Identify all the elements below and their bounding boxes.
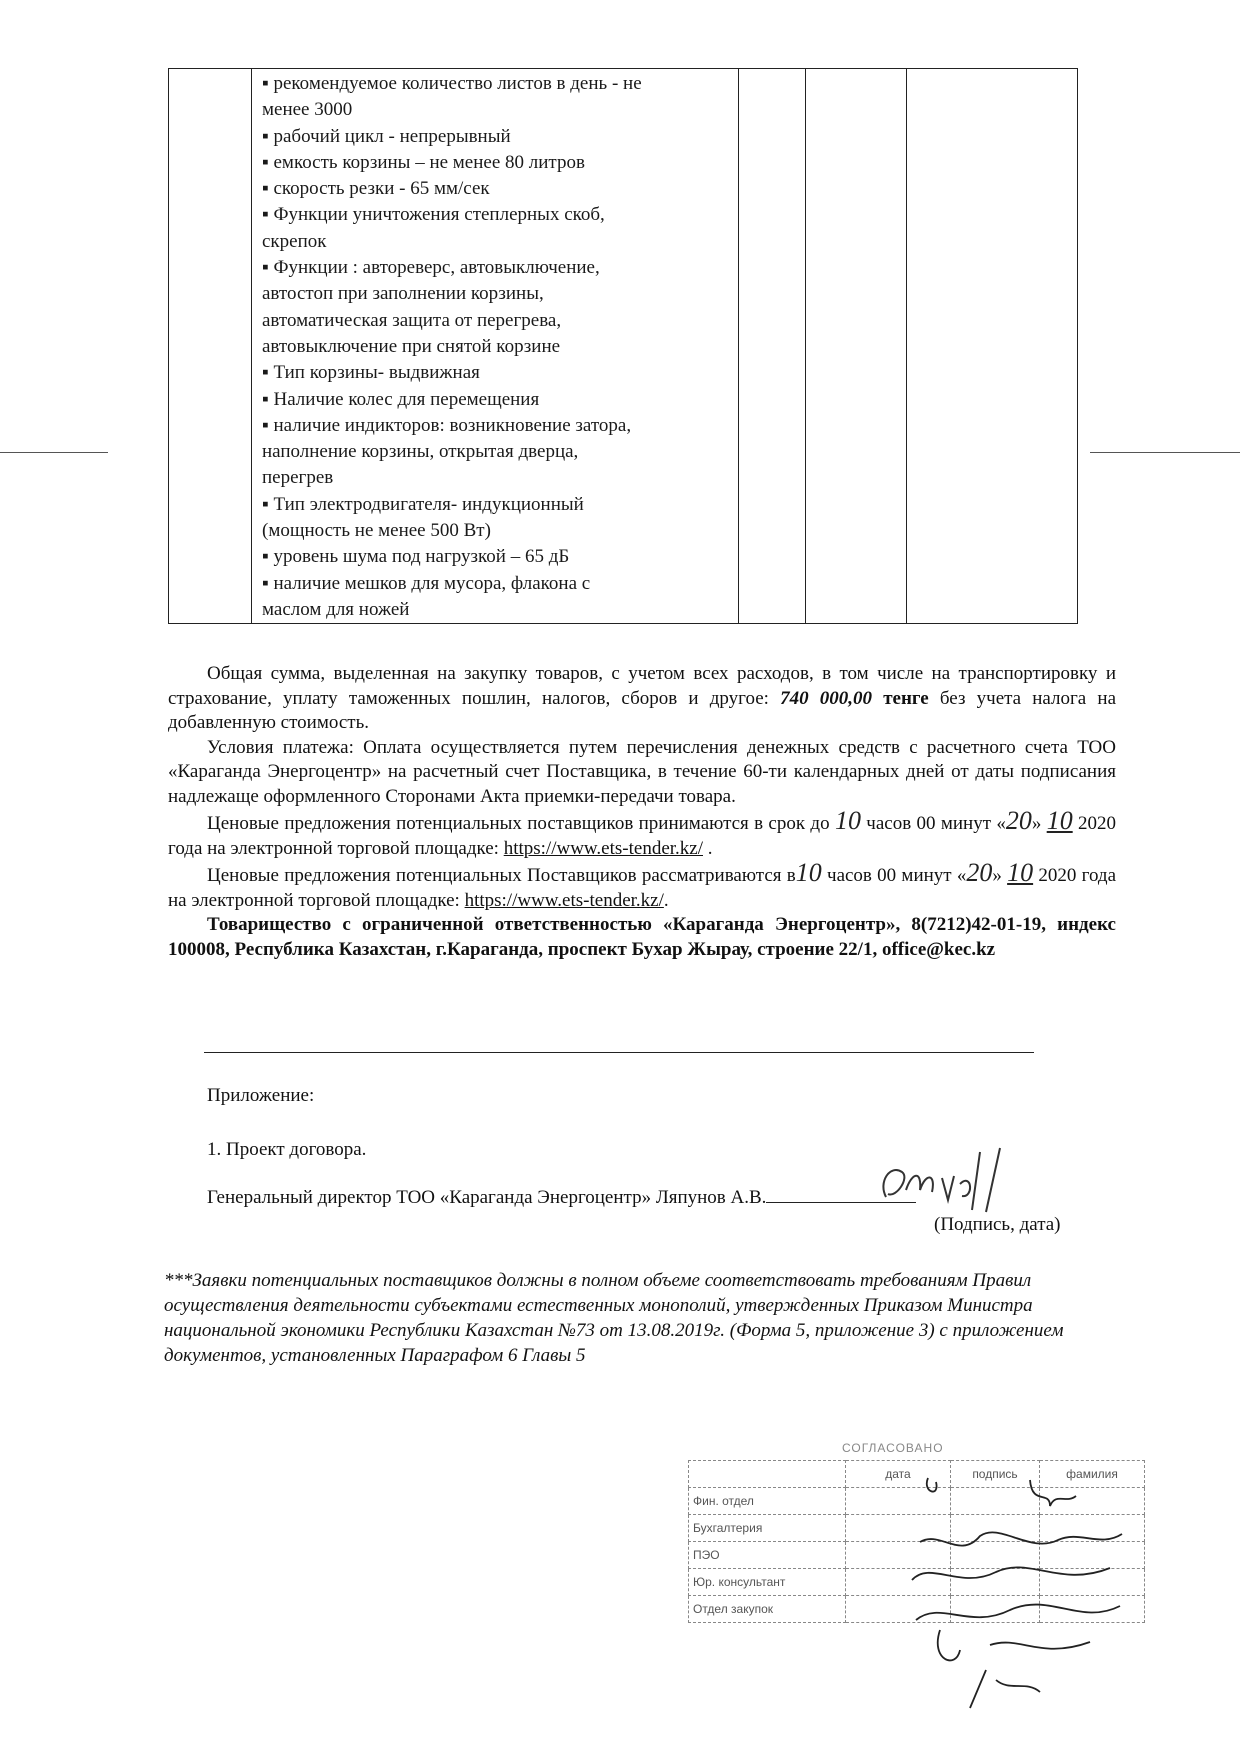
spec-line: ▪ емкость корзины – не менее 80 литров [262,151,585,173]
signature-caption: (Подпись, дата) [934,1214,1061,1235]
spec-line: ▪ наличие индикторов: возникновение затора, [262,414,632,436]
spec-line: ▪ рекомендуемое количество листов в день - не [262,73,642,94]
deadline2-end: . [663,889,669,911]
spec-line: ▪ уровень шума под нагрузкой – 65 дБ [262,546,570,568]
spec-table [168,68,1078,624]
spec-line: автоматическая защита от перегрева, [262,309,562,331]
spec-line: ▪ Функции уничтожения степлерных скоб, [262,204,605,226]
approval-row-label: Фин. отдел [689,1488,846,1515]
spec-line: ▪ скорость резки - 65 мм/сек [262,178,490,200]
spec-col-num [169,69,252,624]
approval-header-date: дата [846,1461,951,1488]
company-paragraph [168,913,1116,962]
deadline1-url[interactable]: https://www.ets-tender.kz/ [503,837,703,859]
spec-line: автостоп при заполнении корзины, [262,283,544,305]
approval-signatures-scribble [900,1470,1140,1720]
payment-text: Условия платежа: Оплата осуществляется путем перечисления денежных средств с расчетного счета ТОО «Караганда Энергоцентр» на расчетный счет Поставщика, в течение 60-ти календарных дней от даты подписания надлежаще оформленного Сторонами Акта приемки-передачи товара. [168,736,1116,807]
spec-line: ▪ наличие мешков для мусора, флакона с [262,572,591,594]
spec-line: наполнение корзины, открытая дверца, [262,441,579,463]
main-text [168,662,1116,962]
spec-col-description [252,69,739,624]
approval-row-label: Отдел закупок [689,1596,846,1623]
deadline1-month-handwritten: 10 [1046,806,1073,835]
spec-col-price [907,69,1078,624]
total-currency: тенге [883,687,929,709]
deadline1-mid1: часов 00 минут « [860,813,1006,834]
deadline1-mid2: » [1031,813,1047,834]
spec-line: менее 3000 [262,99,353,121]
deadline2-hour-handwritten: 10 [795,858,822,887]
deadline1-hour-handwritten: 10 [834,806,861,835]
appendix-item: 1. Проект договора. [207,1139,367,1160]
deadline2-month-handwritten: 10 [1007,858,1034,887]
spec-line: ▪ Тип корзины- выдвижная [262,362,480,384]
spec-col-unit [739,69,806,624]
deadline2-paragraph [168,858,1116,913]
total-text: Общая сумма, выделенная на закупку товаров, с учетом всех расходов, в том числе на транспортировку и страхование, уплату таможенных пошлин, налогов, сборов и другое: [168,663,1116,709]
spec-line: автовыключение при снятой корзине [262,335,561,357]
deadline2-prefix: Ценовые предложения потенциальных Поставщиков рассматриваются в [207,865,796,886]
spec-col-qty [806,69,907,624]
deadline2-mid3: 2020 года на электронной торговой площадке: [168,865,1116,911]
deadline1-mid3: 2020 года на электронной торговой площадке: [168,813,1117,859]
spec-line: маслом для ножей [262,598,410,620]
deadline1-end: . [703,837,713,859]
approval-row-label: Юр. консультант [689,1569,846,1596]
spec-line: ▪ Тип электродвигателя- индукционный [262,493,584,515]
deadline1-paragraph [168,806,1117,861]
deadline2-url[interactable]: https://www.ets-tender.kz/ [464,889,664,911]
total-suffix: без учета налога на добавленную стоимость. [168,687,1117,733]
spec-line: (мощность не менее 500 Вт) [262,520,491,542]
spec-line: скрепок [262,230,327,252]
deadline2-mid2: » [992,865,1008,886]
scan-line-left [0,452,108,453]
scan-line-right [1090,452,1240,453]
deadline1-prefix: Ценовые предложения потенциальных поставщиков принимаются в срок до [207,813,830,834]
requirements-note: ***Заявки потенциальных поставщиков должны в полном объеме соответствовать требованиям Правил осуществления деятельности субъектами естественных монополий, утвержденных Приказом Министра национальной экономики Республики Казахстан №73 от 13.08.2019г. (Форма 5, приложение 3) с приложением документов, установленных Параграфом 6 Главы 5 [164,1270,1064,1366]
total-amount: 740 000,00 [780,687,873,709]
approval-header-corner [689,1461,846,1488]
company-text: Товарищество с ограниченной ответственностью «Караганда Энергоцентр», 8(7212)42-01-19, индекс 100008, Республика Казахстан, г.Караганда, проспект Бухар Жырау, строение 22/1, office@kec.kz [168,914,1116,960]
signature-scribble [876,1142,1026,1216]
approval-row-label: Бухгалтерия [689,1515,846,1542]
total-paragraph [168,662,1116,736]
signature-line [207,1186,916,1211]
deadline2-mid1: часов 00 минут « [821,865,967,886]
approval-header-signature: подпись [951,1461,1040,1488]
appendix-title: Приложение: [207,1085,315,1106]
spec-line: ▪ Функции : автореверс, автовыключение, [262,257,600,279]
deadline1-day-handwritten: 20 [1005,806,1032,835]
deadline2-day-handwritten: 20 [966,858,993,887]
approval-header-surname: фамилия [1040,1461,1145,1488]
payment-paragraph [168,736,1116,810]
separator-line [204,1052,1034,1053]
spec-line: перегрев [262,467,334,489]
spec-line: ▪ рабочий цикл - непрерывный [262,125,511,147]
signature-text: Генеральный директор ТОО «Караганда Энергоцентр» Ляпунов А.В. [207,1187,767,1208]
spec-line: ▪ Наличие колес для перемещения [262,388,540,410]
spec-lines [252,69,738,623]
approval-stamp-title: СОГЛАСОВАНО [842,1441,944,1455]
approval-row-label: ПЭО [689,1542,846,1569]
